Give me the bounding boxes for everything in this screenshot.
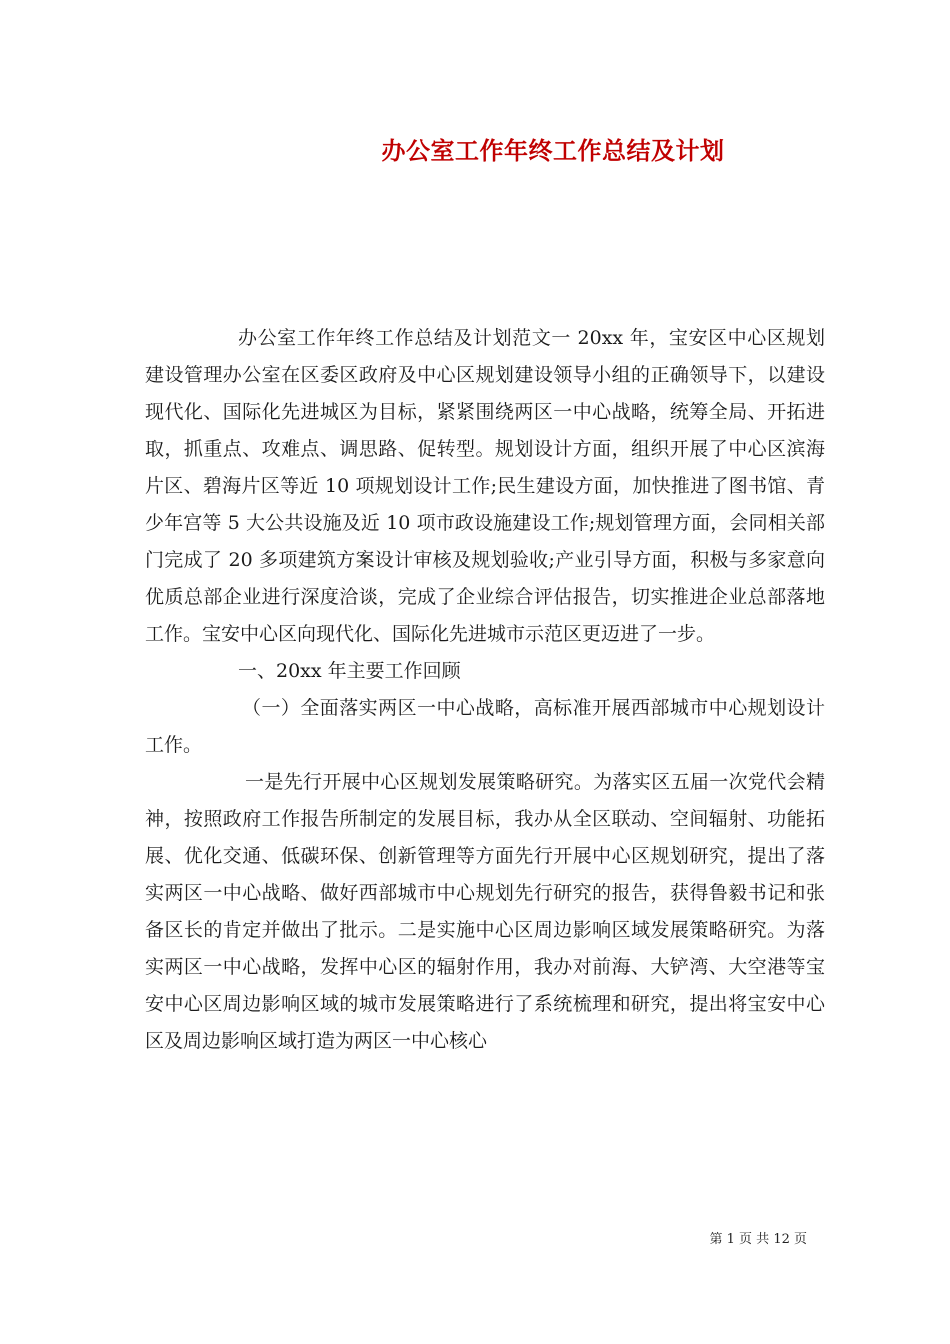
document-body: [145, 320, 825, 1060]
paragraph-body: 一是先行开展中心区规划发展策略研究。为落实区五届一次党代会精神，按照政府工作报告所制定的发展目标，我办从全区联动、空间辐射、功能拓展、优化交通、低碳环保、创新管理等方面先行开展中心区规划研究，提出了落实两区一中心战略、做好西部城市中心规划先行研究的报告，获得鲁毅书记和张备区长的肯定并做出了批示。二是实施中心区周边影响区域发展策略研究。为落实两区一中心战略，发挥中心区的辐射作用，我办对前海、大铲湾、大空港等宝安中心区周边影响区域的城市发展策略进行了系统梳理和研究，提出将宝安中心区及周边影响区域打造为两区一中心核心: [145, 771, 825, 1052]
section-heading: 一、20xx 年主要工作回顾: [238, 660, 461, 682]
page-number: 第 1 页 共 12 页: [709, 1232, 807, 1247]
subsection-heading: （一）全面落实两区一中心战略，高标准开展西部城市中心规划设计工作。: [145, 697, 825, 756]
paragraph-intro: 办公室工作年终工作总结及计划范文一 20xx 年，宝安区中心区规划建设管理办公室在区委区政府及中心区规划建设领导小组的正确领导下，以建设现代化、国际化先进城区为目标，紧紧围绕两区一中心战略，统筹全局、开拓进取，抓重点、攻难点、调思路、促转型。规划设计方面，组织开展了中心区滨海片区、碧海片区等近 10 项规划设计工作;民生建设方面，加快推进了图书馆、青少年宫等 5 大公共设施及近 10 项市政设施建设工作;规划管理方面，会同相关部门完成了 20 多项建筑方案设计审核及规划验收;产业引导方面，积极与多家意向优质总部企业进行深度洽谈，完成了企业综合评估报告，切实推进企业总部落地工作。宝安中心区向现代化、国际化先进城市示范区更迈进了一步。: [145, 327, 825, 645]
document-title: 办公室工作年终工作总结及计划: [381, 136, 725, 165]
